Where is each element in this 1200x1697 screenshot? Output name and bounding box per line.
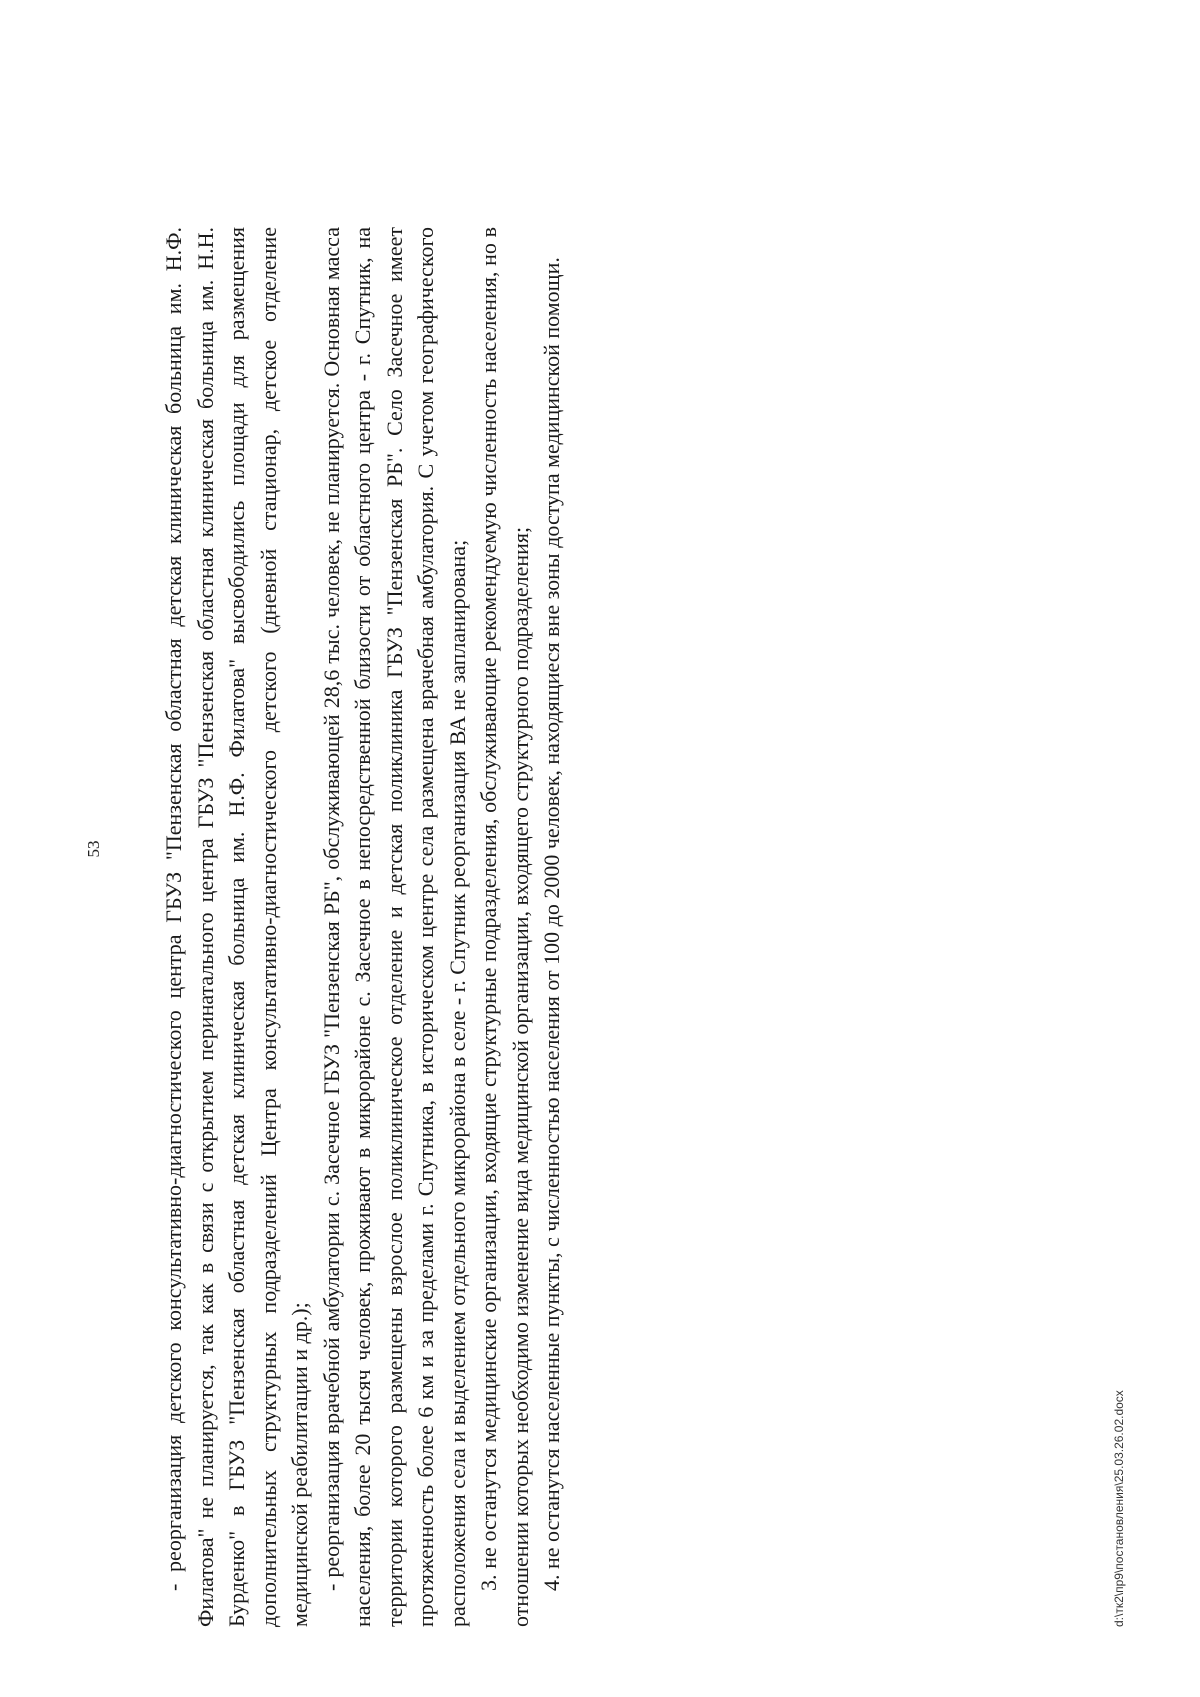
- paragraph-2: - реорганизация врачебной амбулатории с. Засечное ГБУЗ "Пензенская РБ", обслуживающей 28,6 тыс. человек, не планируется. Основная масса населения, более 20 тысяч человек, проживают в микрорайоне с. Засечное в непосредственной близости от областного центра - г. Спутник, на территории которого размещены взрослое поликлиническое отделение и детская поликлиника ГБУЗ "Пензенская РБ". Село Засечное имеет протяженность более 6 км и за пределами г. Спутника, в историческом центре села размещена врачебная амбулатория. С учетом географического расположения села и выделением отдельного микрорайона в селе - г. Спутник реорганизация ВА не запланирована;: [318, 227, 470, 1627]
- page-number: 53: [84, 840, 103, 858]
- document-body: [158, 227, 568, 1627]
- paragraph-3: 3. не останутся медицинские организации, входящие структурные подразделения, обслуживающие рекомендуемую численность населения, но в отношении которых необходимо изменение вида медицинской организации, входящего структурного подразделения;: [476, 227, 533, 1627]
- file-path-footer: d:\тк2\пр9\постановления\25.03.26.02.docx: [1112, 1390, 1126, 1627]
- paragraph-4: 4. не останутся населенные пункты, с численностью населения от 100 до 2000 человек, находящиеся вне зоны доступа медицинской помощи.: [539, 257, 564, 1591]
- paragraph-1: - реорганизация детского консультативно-диагностического центра ГБУЗ "Пензенская областная детская клиническая больница им. Н.Ф. Филатова" не планируется, так как в связи с открытием перинатального центра ГБУЗ "Пензенская областная клиническая больница им. Н.Н. Бурденко" в ГБУЗ "Пензенская областная детская клиническая больница им. Н.Ф. Филатова" высвободились площади для размещения дополнительных структурных подразделений Центра консультативно-диагностического детского (дневной стационар, детское отделение медицинской реабилитации и др.);: [161, 227, 312, 1627]
